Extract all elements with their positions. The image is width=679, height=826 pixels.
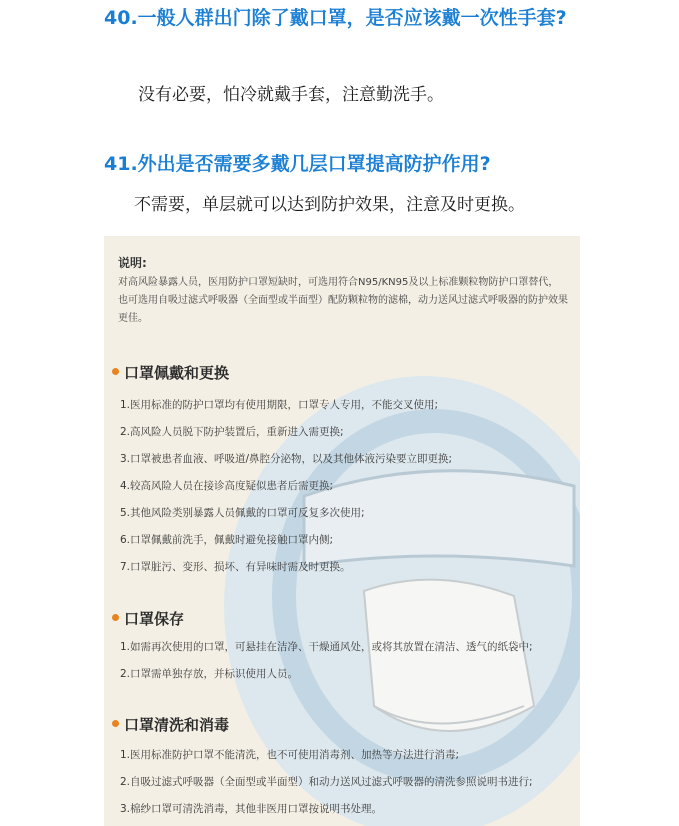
section-list-wear-replace [120,392,570,581]
section-heading-storage: 口罩保存 [112,608,184,629]
list-item: 6.口罩佩戴前洗手，佩戴时避免接触口罩内侧; [120,534,334,546]
note-title: 说明: [118,256,147,270]
list-item: 1.医用标准的防护口罩均有使用期限，口罩专人专用，不能交叉使用; [120,399,439,411]
list-item: 2.口罩需单独存放，并标识使用人员。 [120,668,299,680]
bullet-dot-icon [112,368,119,375]
list-item: 7.口罩脏污、变形、损坏、有异味时需及时更换。 [120,561,351,573]
list-item: 3.棉纱口罩可清洗消毒，其他非医用口罩按说明书处理。 [120,803,383,815]
list-item: 4.较高风险人员在接诊高度疑似患者后需更换; [120,480,334,492]
list-item: 1.如需再次使用的口罩，可悬挂在洁净、干燥通风处，或将其放置在清洁、透气的纸袋中; [120,641,533,653]
section-list-storage [120,634,570,688]
section-list-cleaning [120,742,570,823]
bullet-dot-icon [112,720,119,727]
bullet-dot-icon [112,614,119,621]
list-item: 2.高风险人员脱下防护装置后，重新进入需更换; [120,426,344,438]
list-item: 3.口罩被患者血液、呼吸道/鼻腔分泌物，以及其他体液污染要立即更换; [120,453,453,465]
list-item: 2.自吸过滤式呼吸器（全面型或半面型）和动力送风过滤式呼吸器的清洗参照说明书进行; [120,776,533,788]
section-heading-cleaning: 口罩清洗和消毒 [112,714,229,735]
list-item: 5.其他风险类别暴露人员佩戴的口罩可反复多次使用; [120,507,365,519]
section-heading-wear-replace: 口罩佩戴和更换 [112,362,229,383]
note-body: 对高风险暴露人员，医用防护口罩短缺时，可选用符合N95/KN95及以上标准颗粒物防护口罩替代，也可选用自吸过滤式呼吸器（全面型或半面型）配防颗粒物的滤棉，动力送风过滤式呼吸器的防护效果更佳。 [118,277,568,324]
question-41-title: 41.外出是否需要多戴几层口罩提高防护作用? [104,153,491,175]
list-item: 1.医用标准防护口罩不能清洗，也不可使用消毒剂、加热等方法进行消毒; [120,749,460,761]
question-41-answer: 不需要，单层就可以达到防护效果，注意及时更换。 [134,195,525,215]
question-40-title: 40.一般人群出门除了戴口罩，是否应该戴一次性手套? [104,7,567,29]
mask-guide-infographic [104,236,580,826]
question-40-answer: 没有必要，怕冷就戴手套，注意勤洗手。 [138,85,444,105]
